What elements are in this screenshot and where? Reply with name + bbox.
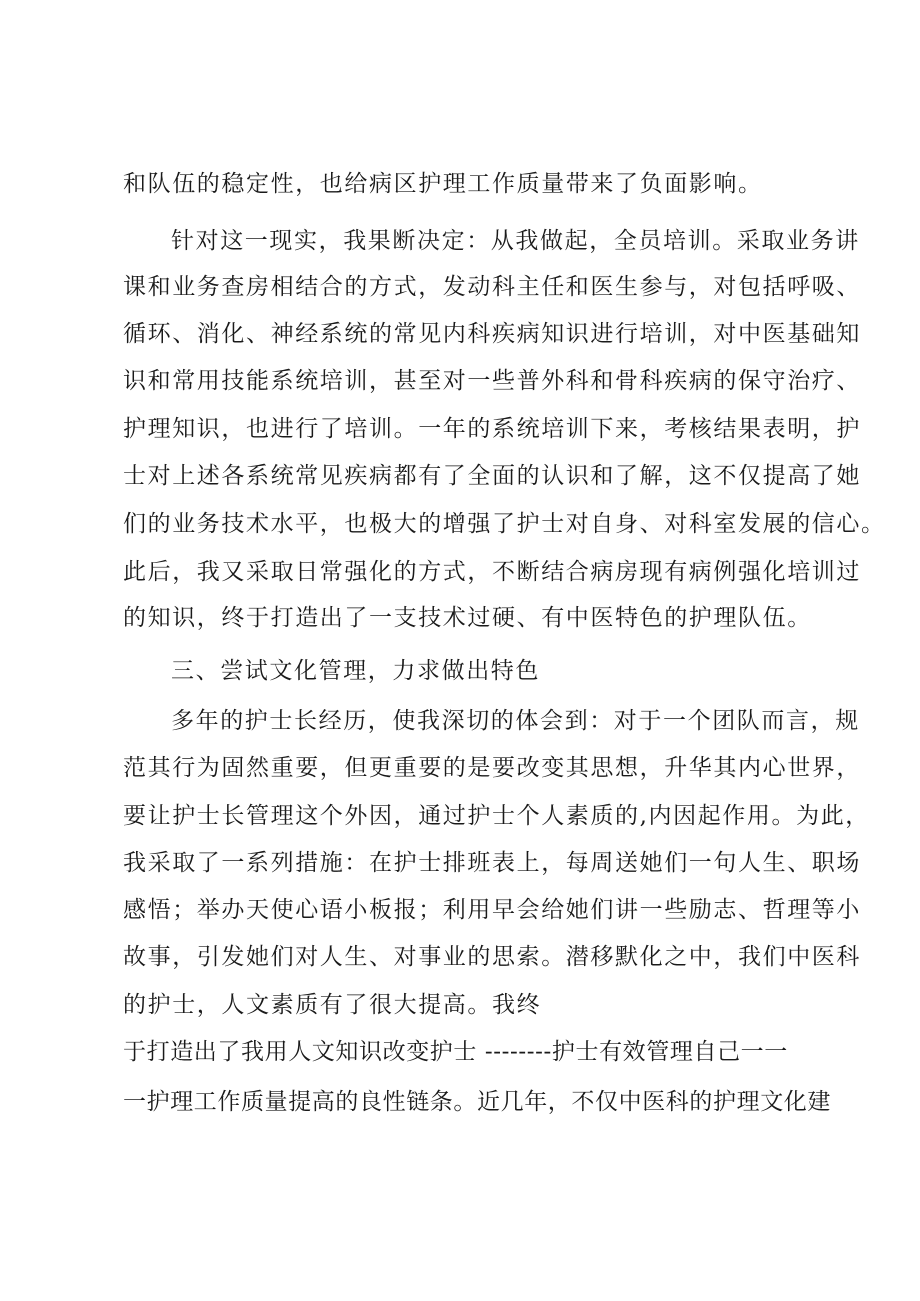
paragraph-line: 针对这一现实，我果断决定：从我做起，全员培训。采取业务讲 [171,228,860,254]
paragraph-line: 于打造出了我用人文知识改变护士 --------护士有效管理自己一一 [123,1039,788,1065]
paragraph-line: 循环、消化、神经系统的常见内科疾病知识进行培训，对中医基础知 [123,321,861,347]
section-heading: 三、尝试文化管理，力求做出特色 [171,658,540,684]
paragraph-line: 们的业务技术水平，也极大的增强了护士对自身、对科室发展的信心。 [123,511,886,537]
paragraph-line: 要让护士长管理这个外因，通过护士个人素质的,内因起作用。为此， [123,803,870,829]
paragraph-line: 的知识，终于打造出了一支技术过硬、有中医特色的护理队伍。 [123,605,812,631]
paragraph-line: 一护理工作质量提高的良性链条。近几年，不仅中医科的护理文化建 [123,1089,831,1115]
paragraph-line: 识和常用技能系统培训，甚至对一些普外科和骨科疾病的保守治疗、 [123,368,861,394]
paragraph-line: 我采取了一系列措施：在护士排班表上，每周送她们一句人生、职场 [123,850,861,876]
paragraph-line: 的护士，人文素质有了很大提高。我终 [123,992,542,1018]
paragraph-line: 和队伍的稳定性，也给病区护理工作质量带来了负面影响。 [123,171,763,197]
paragraph-line: 故事，引发她们对人生、对事业的思索。潜移默化之中，我们中医科 [123,944,861,970]
paragraph-line: 护理知识，也进行了培训。一年的系统培训下来，考核结果表明，护 [123,416,861,442]
paragraph-line: 此后，我又采取日常强化的方式，不断结合病房现有病例强化培训过 [123,559,861,585]
paragraph-line: 士对上述各系统常见疾病都有了全面的认识和了解，这不仅提高了她 [123,463,861,489]
paragraph-line: 课和业务查房相结合的方式，发动科主任和医生参与，对包括呼吸、 [123,274,861,300]
paragraph-line: 多年的护士长经历，使我深切的体会到：对于一个团队而言，规 [171,708,860,734]
paragraph-line: 感悟；举办天使心语小板报；利用早会给她们讲一些励志、哲理等小 [123,897,861,923]
paragraph-line: 范其行为固然重要，但更重要的是要改变其思想，升华其内心世界， [123,755,861,781]
